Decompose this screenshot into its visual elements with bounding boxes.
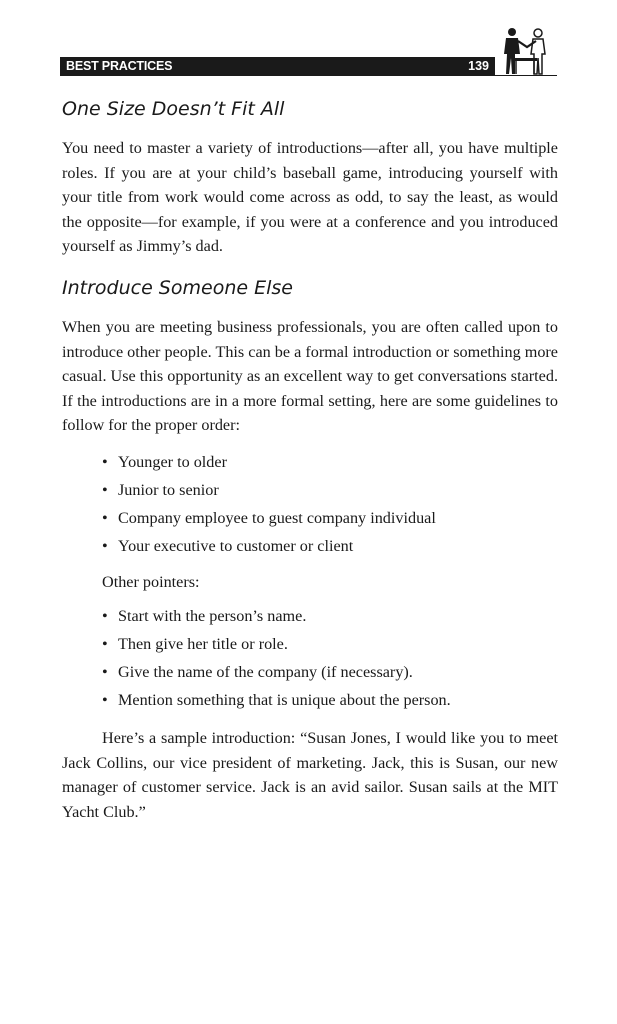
section-heading: Introduce Someone Else xyxy=(62,276,293,299)
other-pointers-label: Other pointers: xyxy=(102,572,200,591)
list-item: • Then give her title or role. xyxy=(102,630,558,658)
body-paragraph: You need to master a variety of introductions—after all, you have multiple roles. If you are at your child’s baseball game, introducing yourself with your title from work would come across as odd, to say the least, as would the opposite—for example, if you were at a conference and you introduced yourself as Jimmy’s dad. xyxy=(62,139,558,256)
section-heading: One Size Doesn’t Fit All xyxy=(62,98,285,120)
list-item: • Mention something that is unique about the person. xyxy=(102,686,558,714)
list-item: • Your executive to customer or client xyxy=(102,532,558,560)
body-paragraph: When you are meeting business professionals, you are often called upon to introduce other people. This can be a formal introduction or something more casual. Use this opportunity as an excellent way to get conversations started. If the introductions are in a more formal setting, here are some guidelines to follow for the proper order: xyxy=(62,317,558,435)
list-item: • Give the name of the company (if necessary). xyxy=(102,658,558,686)
list-item: • Start with the person’s name. xyxy=(102,602,558,630)
order-list xyxy=(102,448,558,560)
handshake-icon xyxy=(498,26,552,76)
sample-paragraph: Here’s a sample introduction: “Susan Jones, I would like you to meet Jack Collins, our vice president of marketing. Jack, this is Susan, our new manager of customer service. Jack is an avid sailor. Susan sails at the MIT Yacht Club.” xyxy=(62,728,558,821)
page-content xyxy=(62,96,558,824)
list-item: • Company employee to guest company individual xyxy=(102,504,558,532)
list-item: • Junior to senior xyxy=(102,476,558,504)
page-number: 139 xyxy=(468,59,489,73)
running-header xyxy=(60,57,495,76)
pointers-list xyxy=(102,602,558,714)
section-label: BEST PRACTICES xyxy=(66,59,173,73)
list-item: • Younger to older xyxy=(102,448,558,476)
